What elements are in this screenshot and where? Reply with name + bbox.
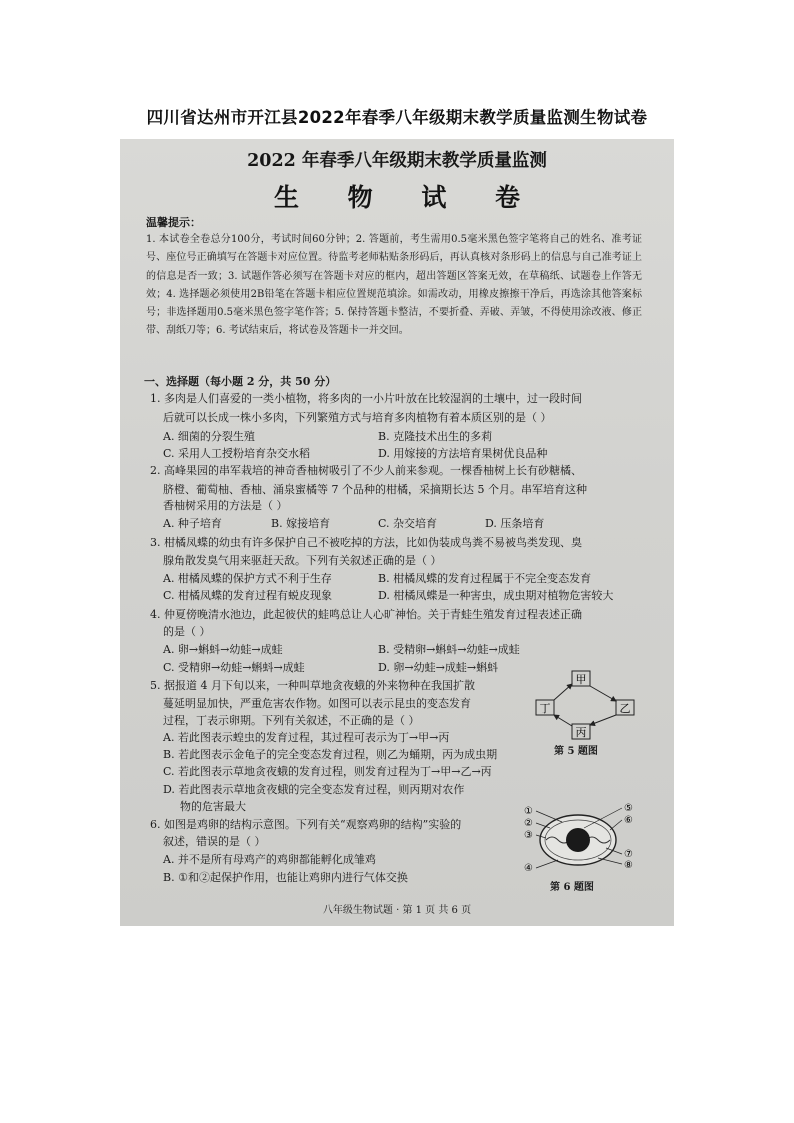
q4-option-d: D. 卵→幼蛙→成蛙→蝌蚪 xyxy=(378,661,499,674)
egg-label-8: ⑧ xyxy=(624,860,633,871)
q5-node-bottom: 丙 xyxy=(575,726,587,739)
egg-label-5: ⑤ xyxy=(624,803,633,814)
q6-figure-caption: 第 6 题图 xyxy=(550,882,594,893)
q3-option-d: D. 柑橘凤蝶是一种害虫，成虫期对植物危害较大 xyxy=(378,589,614,602)
q3-line2: 腺角散发臭气用来驱赶天敌。下列有关叙述正确的是（ ） xyxy=(163,554,442,567)
q2-line1: 2. 高峰果园的串军栽培的神奇香柚树吸引了不少人前来参观。一棵香柚树上长有砂糖橘、 xyxy=(150,464,582,477)
q1-option-d: D. 用嫁接的方法培育果树优良品种 xyxy=(378,447,548,460)
q5-cycle-diagram xyxy=(530,668,642,742)
q4-line1: 4. 仲夏傍晚清水池边，此起彼伏的蛙鸣总让人心旷神怡。关于青蛙生殖发育过程表述正确 xyxy=(150,608,582,621)
egg-label-3: ③ xyxy=(524,830,533,841)
egg-label-6: ⑥ xyxy=(624,815,633,826)
egg-label-7: ⑦ xyxy=(624,849,633,860)
q1-line1: 1. 多肉是人们喜爱的一类小植物，将多肉的一小片叶放在比较湿润的土壤中，过一段时间 xyxy=(150,392,582,405)
q6-line1: 6. 如图是鸡卵的结构示意图。下列有关“观察鸡卵的结构”实验的 xyxy=(150,818,462,831)
q5-option-d-line2: 物的危害最大 xyxy=(180,800,246,813)
q4-option-a: A. 卵→蝌蚪→幼蛙→成蛙 xyxy=(163,643,283,656)
q5-figure-caption: 第 5 题图 xyxy=(554,746,598,757)
q1-option-a: A. 细菌的分裂生殖 xyxy=(163,430,255,443)
q2-option-b: B. 嫁接培育 xyxy=(271,517,331,530)
q5-option-a: A. 若此图表示蝗虫的发育过程，其过程可表示为丁→甲→丙 xyxy=(163,731,450,744)
exam-subject: 生 物 试 卷 xyxy=(273,183,541,212)
q4-line2: 的是（ ） xyxy=(163,625,211,638)
q2-option-c: C. 杂交培育 xyxy=(378,517,438,530)
q1-option-c: C. 采用人工授粉培育杂交水稻 xyxy=(163,447,311,460)
q5-option-d-line1: D. 若此图表示草地贪夜蛾的完全变态发育过程，则丙期对农作 xyxy=(163,783,465,796)
exam-heading: 2022 年春季八年级期末教学质量监测 xyxy=(247,151,547,171)
q6-option-b: B. ①和②起保护作用，也能让鸡卵内进行气体交换 xyxy=(163,871,408,884)
q4-option-b: B. 受精卵→蝌蚪→幼蛙→成蛙 xyxy=(378,643,520,656)
egg-label-2: ② xyxy=(524,818,533,829)
q5-node-right: 乙 xyxy=(619,702,631,715)
q6-option-a: A. 并不是所有母鸡产的鸡卵都能孵化成雏鸡 xyxy=(163,853,376,866)
q4-option-c: C. 受精卵→幼蛙→蝌蚪→成蛙 xyxy=(163,661,305,674)
tips-label: 温馨提示： xyxy=(146,216,201,229)
q3-line1: 3. 柑橘凤蝶的幼虫有许多保护自己不被吃掉的方法，比如伪装成鸟粪不易被鸟类发现、臭 xyxy=(150,536,582,549)
q3-option-c: C. 柑橘凤蝶的发育过程有蜕皮现象 xyxy=(163,589,333,602)
section-heading: 一、选择题（每小题 2 分，共 50 分） xyxy=(144,375,337,388)
q6-line2: 叙述，错误的是（ ） xyxy=(163,835,266,848)
q5-line3: 过程，丁表示卵期。下列有关叙述，不正确的是（ ） xyxy=(163,714,420,727)
q5-node-left: 丁 xyxy=(539,702,551,715)
q2-option-d: D. 压条培育 xyxy=(485,517,545,530)
tips-text: 1. 本试卷全卷总分100分，考试时间60分钟；2. 答题前，考生需用0.5毫米黑色签字笔将自己的姓名、准考证号、座位号正确填写在答题卡对应位置。待监考老师粘贴条形码后，再认真核对条形码上的信息与自己准考证上的信息是否一致；3. 试题作答必须写在答题卡对应的框内，超出答题区答案无效，在草稿纸、试题卷上作答无效；4. 选择题必须使用2B铅笔在答题卡相应位置规范填涂。如需改动，用橡皮擦擦干净后，再选涂其他答案标号；非选择题用0.5毫米黑色签字笔作答；5. 保持答题卡整洁，不要折叠、弄破、弄皱，不得使用涂改液、修正带、刮纸刀等；6. 考试结束后，将试卷及答题卡一并交回。 xyxy=(146,234,642,337)
q5-option-b: B. 若此图表示金龟子的完全变态发育过程，则乙为蛹期，丙为成虫期 xyxy=(163,748,498,761)
q6-egg-diagram xyxy=(522,802,640,874)
egg-label-1: ① xyxy=(524,806,533,817)
q5-line2: 蔓延明显加快，严重危害农作物。如图可以表示昆虫的变态发育 xyxy=(163,697,471,710)
q5-option-c: C. 若此图表示草地贪夜蛾的发育过程，则发育过程为丁→甲→乙→丙 xyxy=(163,765,492,778)
q3-option-b: B. 柑橘凤蝶的发育过程属于不完全变态发育 xyxy=(378,572,592,585)
egg-yolk xyxy=(566,828,590,852)
egg-label-4: ④ xyxy=(524,863,533,874)
q1-option-b: B. 克隆技术出生的多莉 xyxy=(378,430,493,443)
q2-line2: 脐橙、葡萄柚、香柚、涌泉蜜橘等 7 个品种的柑橘，采摘期长达 5 个月。串军培育这种 xyxy=(163,483,587,496)
q5-node-top: 甲 xyxy=(575,673,587,686)
q2-line3: 香柚树采用的方法是（ ） xyxy=(163,499,288,512)
page-footer: 八年级生物试题 · 第 1 页 共 6 页 xyxy=(322,905,472,916)
exam-page-scan xyxy=(120,139,674,926)
q1-line2: 后就可以长成一株小多肉，下列繁殖方式与培育多肉植物有着本质区别的是（ ） xyxy=(163,411,552,424)
q5-line1: 5. 据报道 4 月下旬以来，一种叫草地贪夜蛾的外来物种在我国扩散 xyxy=(150,679,475,692)
q3-option-a: A. 柑橘凤蝶的保护方式不利于生存 xyxy=(163,572,332,585)
page-title: 四川省达州市开江县2022年春季八年级期末教学质量监测生物试卷 xyxy=(146,108,648,127)
q2-option-a: A. 种子培育 xyxy=(163,517,222,530)
